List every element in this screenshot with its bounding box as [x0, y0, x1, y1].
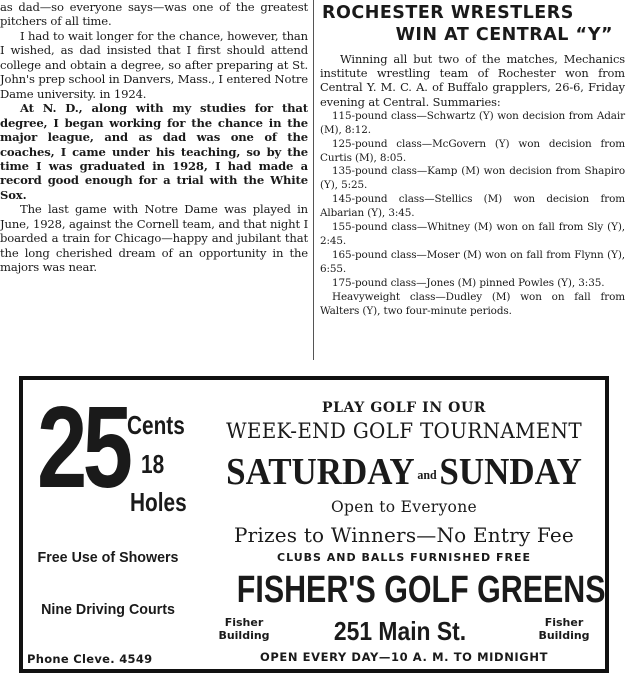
match-summaries	[320, 110, 625, 319]
headline-line-1: ROCHESTER WRESTLERS	[322, 3, 574, 23]
article-paragraph: I had to wait longer for the chance, however, than I wished, as dad insisted that I first should attend college and obtain a degree, so after preparing at St. John's prep school in Danvers, Mass., I entered Notre Dame university. in 1924.	[0, 28, 308, 101]
ad-tournament: WEEK-END GOLF TOURNAMENT	[226, 419, 582, 443]
ad-hours: OPEN EVERY DAY—10 A. M. TO MIDNIGHT	[259, 650, 549, 664]
golf-advertisement	[19, 376, 609, 673]
match-result: 135-pound class—Kamp (M) won decision from Shapiro (Y), 5:25.	[320, 165, 625, 192]
ad-address: 251 Main St.	[333, 616, 467, 646]
ad-showers: Free Use of Showers	[37, 549, 179, 566]
match-result: 165-pound class—Moser (M) won on fall from Flynn (Y), 6:55.	[320, 248, 625, 275]
match-result: 155-pound class—Whitney (M) won on fall from Sly (Y), 2:45.	[320, 221, 625, 247]
ad-and: and	[417, 467, 437, 483]
ad-play-golf: PLAY GOLF IN OUR	[321, 400, 487, 416]
match-result: 175-pound class—Jones (M) pinned Powles (Y), 3:35.	[332, 276, 605, 289]
article-paragraph: as dad—so everyone says—was one of the greatest pitchers of all time.	[0, 0, 308, 29]
ad-prizes: Prizes to Winners—No Entry Fee	[234, 523, 574, 547]
ad-phone: Phone Cleve. 4549	[27, 652, 153, 666]
article-paragraph: At N. D., along with my studies for that degree, I began working for the chance in the major league, and as dad was one of the coaches, I came under his teaching, so by the time I was graduated in 1928, I had made a record good enough for a trial with the White Sox.	[0, 101, 308, 202]
column-divider	[313, 0, 314, 360]
lead-paragraph: Winning all but two of the matches, Mechanics institute wrestling team of Rochester won from Central Y. M. C. A. of Buffalo grapplers, 26-6, Friday evening at Central. Summaries:	[320, 52, 625, 109]
match-result: 125-pound class—McGovern (Y) won decision from Curtis (M), 8:05.	[320, 137, 625, 164]
ad-building-left: Fisher Building	[218, 616, 270, 642]
ad-sunday: SUNDAY	[439, 451, 582, 493]
ad-business-name: FISHER'S GOLF GREENS	[236, 569, 606, 611]
ad-clubs: CLUBS AND BALLS FURNISHED FREE	[277, 551, 531, 564]
ad-price: 25	[37, 382, 129, 512]
match-result: 145-pound class—Stellics (M) won decision from Albarian (Y), 3:45.	[320, 193, 625, 220]
article-lead	[320, 52, 625, 109]
ad-saturday: SATURDAY	[226, 451, 415, 493]
ad-building-right: Fisher Building	[538, 616, 590, 642]
ad-holes-count: 18	[141, 449, 165, 479]
ad-holes-label: Holes	[130, 487, 187, 517]
wrestling-article	[320, 0, 625, 360]
article-paragraph: The last game with Notre Dame was played in June, 1928, against the Cornell team, and that night I boarded a train for Chicago—happy and jubilant that the long cherished dream of an opportunity in the majors was near.	[0, 202, 308, 275]
baseball-article	[0, 0, 308, 360]
ad-cents-label: Cents	[127, 410, 185, 440]
ad-driving-courts: Nine Driving Courts	[41, 601, 175, 618]
headline-line-2: WIN AT CENTRAL “Y”	[395, 25, 613, 45]
ad-days	[212, 450, 597, 497]
match-result: Heavyweight class—Dudley (M) won on fall from Walters (Y), two four-minute periods.	[320, 290, 625, 317]
match-result: 115-pound class—Schwartz (Y) won decision from Adair (M), 8:12.	[320, 109, 625, 136]
ad-open-to-everyone: Open to Everyone	[331, 498, 477, 516]
